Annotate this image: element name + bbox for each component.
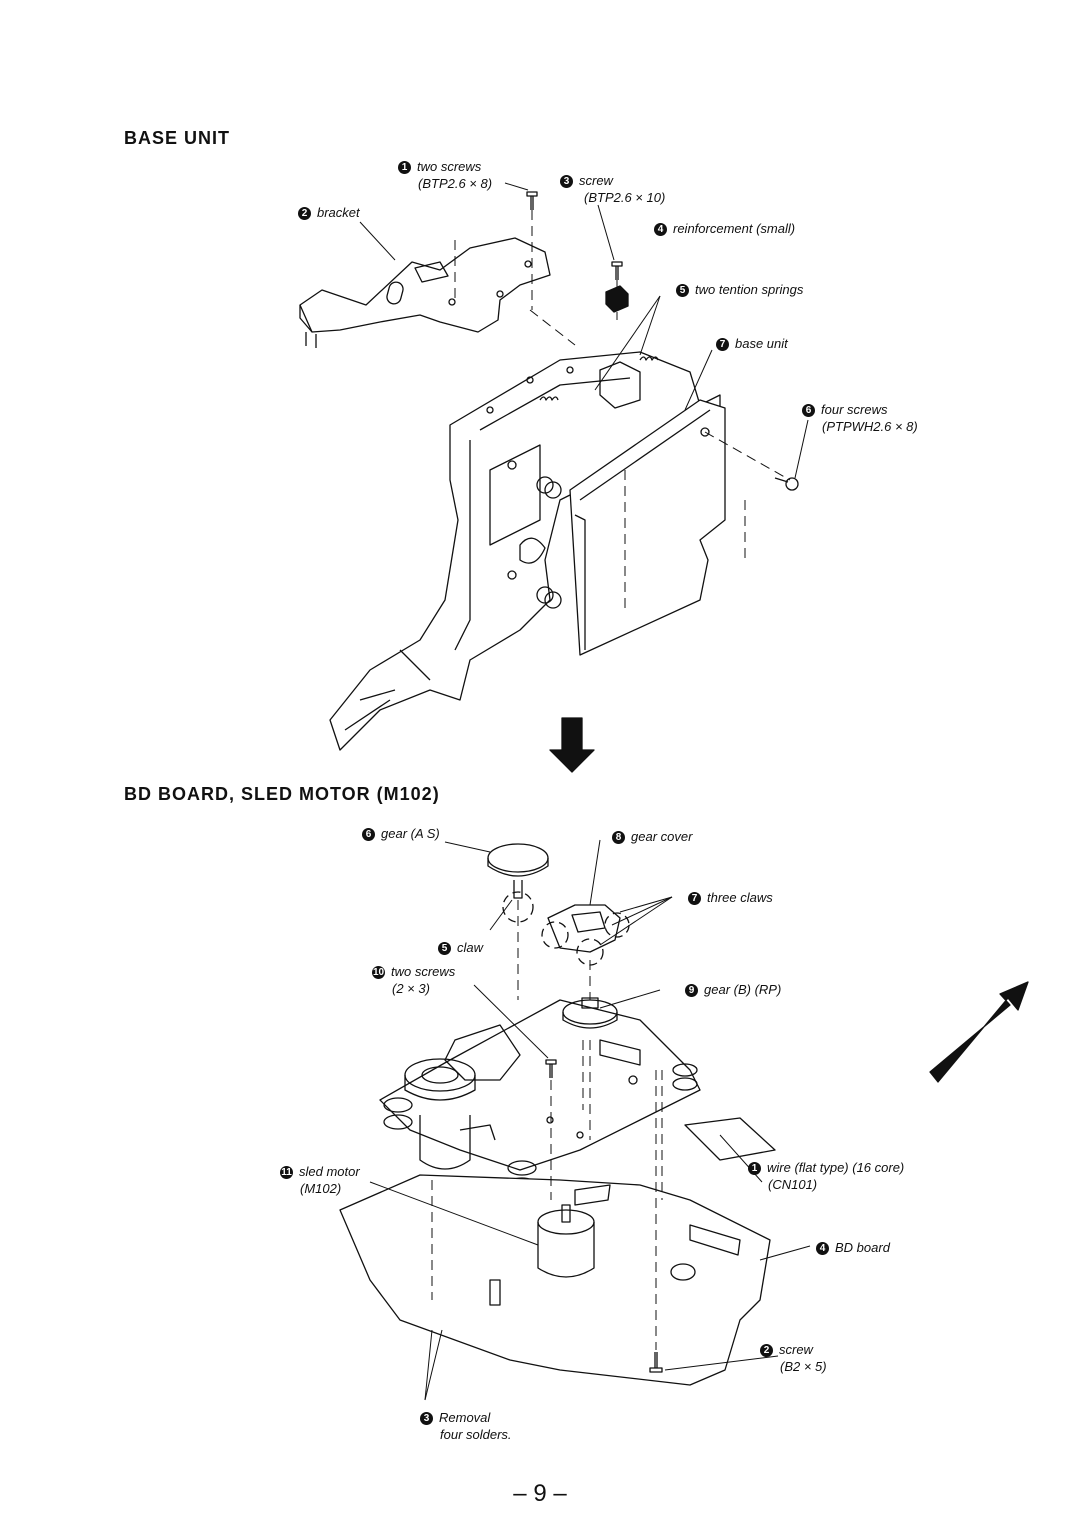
callout-gear-cover: [612, 828, 692, 845]
callout-number: 6: [362, 828, 375, 841]
callout-number: 5: [438, 942, 451, 955]
callout-spec: (2 × 3): [392, 981, 430, 996]
callout-number: 4: [654, 223, 667, 236]
callout-screw-b2x5: [760, 1341, 827, 1375]
callout-number: 8: [612, 831, 625, 844]
callout-three-claws: [688, 889, 773, 906]
callout-number: 3: [560, 175, 573, 188]
callout-spec: (CN101): [768, 1177, 818, 1192]
page-number: – 9 –: [513, 1480, 567, 1507]
callout-number: 10: [372, 967, 385, 978]
screw-part-3: [612, 262, 622, 280]
callout-number: 5: [676, 284, 689, 297]
callout-text: three claws: [707, 890, 773, 905]
callout-flat-wire: [748, 1159, 904, 1193]
callout-tention-springs: [676, 281, 803, 298]
callout-number: 7: [716, 338, 729, 351]
callout-text: two tention springs: [695, 282, 804, 297]
callout-number: 7: [688, 892, 701, 905]
callout-text: gear (A S): [381, 826, 440, 841]
callout-text: screw: [579, 173, 613, 188]
callout-text: reinforcement (small): [673, 221, 796, 236]
callout-text: two screws: [391, 964, 456, 979]
callout-number: 2: [298, 207, 311, 220]
callout-sled-motor: [280, 1163, 360, 1197]
bd-board-heading: BD BOARD, SLED MOTOR (M102): [124, 784, 440, 804]
callout-bracket: [298, 204, 360, 221]
bracket-part: [300, 238, 550, 348]
callout-text: claw: [457, 940, 484, 955]
callout-four-screws: [802, 401, 918, 435]
callout-number: 9: [685, 984, 698, 997]
callout-number: 3: [420, 1412, 433, 1425]
flat-wire-part: [685, 1118, 775, 1160]
callout-spec: (BTP2.6 × 8): [418, 176, 493, 191]
callout-removal-solders: [420, 1409, 512, 1443]
callout-spec: (BTP2.6 × 10): [584, 190, 666, 205]
callout-spec: (B2 × 5): [780, 1359, 827, 1374]
callout-text: base unit: [735, 336, 788, 351]
callout-text: BD board: [835, 1240, 890, 1255]
callout-text: sled motor: [299, 1164, 360, 1179]
callout-spec: (M102): [300, 1181, 342, 1196]
callout-two-screws: [398, 158, 492, 192]
base-unit-board: [537, 400, 725, 655]
gear-a-part: [488, 844, 548, 898]
callout-number: 4: [816, 1242, 829, 1255]
callout-screw: [560, 172, 665, 206]
callout-spec: four solders.: [440, 1427, 512, 1442]
callout-bd-board: [816, 1239, 890, 1256]
callout-spec: (PTPWH2.6 × 8): [822, 419, 918, 434]
callout-base-unit: [716, 335, 788, 352]
spring-part-a: [540, 397, 558, 400]
diagonal-arrow-icon: [930, 982, 1028, 1082]
callout-two-screws-2x3: [372, 963, 455, 997]
callout-claw: [438, 939, 483, 956]
callout-number: 6: [802, 404, 815, 417]
gear-cover-part: [548, 905, 620, 952]
callout-gear-b: [685, 981, 781, 998]
callout-number: 2: [760, 1344, 773, 1357]
callout-text: gear (B) (RP): [704, 982, 782, 997]
callout-gear-a: [362, 825, 440, 842]
bd-board-part: [340, 1175, 770, 1385]
callout-number: 1: [748, 1162, 761, 1175]
callout-text: Removal: [439, 1410, 491, 1425]
base-unit-heading: BASE UNIT: [124, 128, 231, 148]
callout-number: 1: [398, 161, 411, 174]
callout-number: 11: [281, 1167, 292, 1178]
callout-reinforcement: [654, 220, 795, 237]
callout-text: two screws: [417, 159, 482, 174]
callout-text: screw: [779, 1342, 813, 1357]
screw-part-6: [775, 478, 798, 490]
screw-part-1: [527, 192, 537, 210]
mechanism-chassis: [380, 1000, 700, 1192]
callout-text: gear cover: [631, 829, 693, 844]
callout-text: four screws: [821, 402, 888, 417]
screw-part-10: [546, 1060, 556, 1078]
down-arrow-icon: [550, 718, 594, 772]
callout-text: wire (flat type) (16 core): [767, 1160, 905, 1175]
callout-text: bracket: [317, 205, 360, 220]
